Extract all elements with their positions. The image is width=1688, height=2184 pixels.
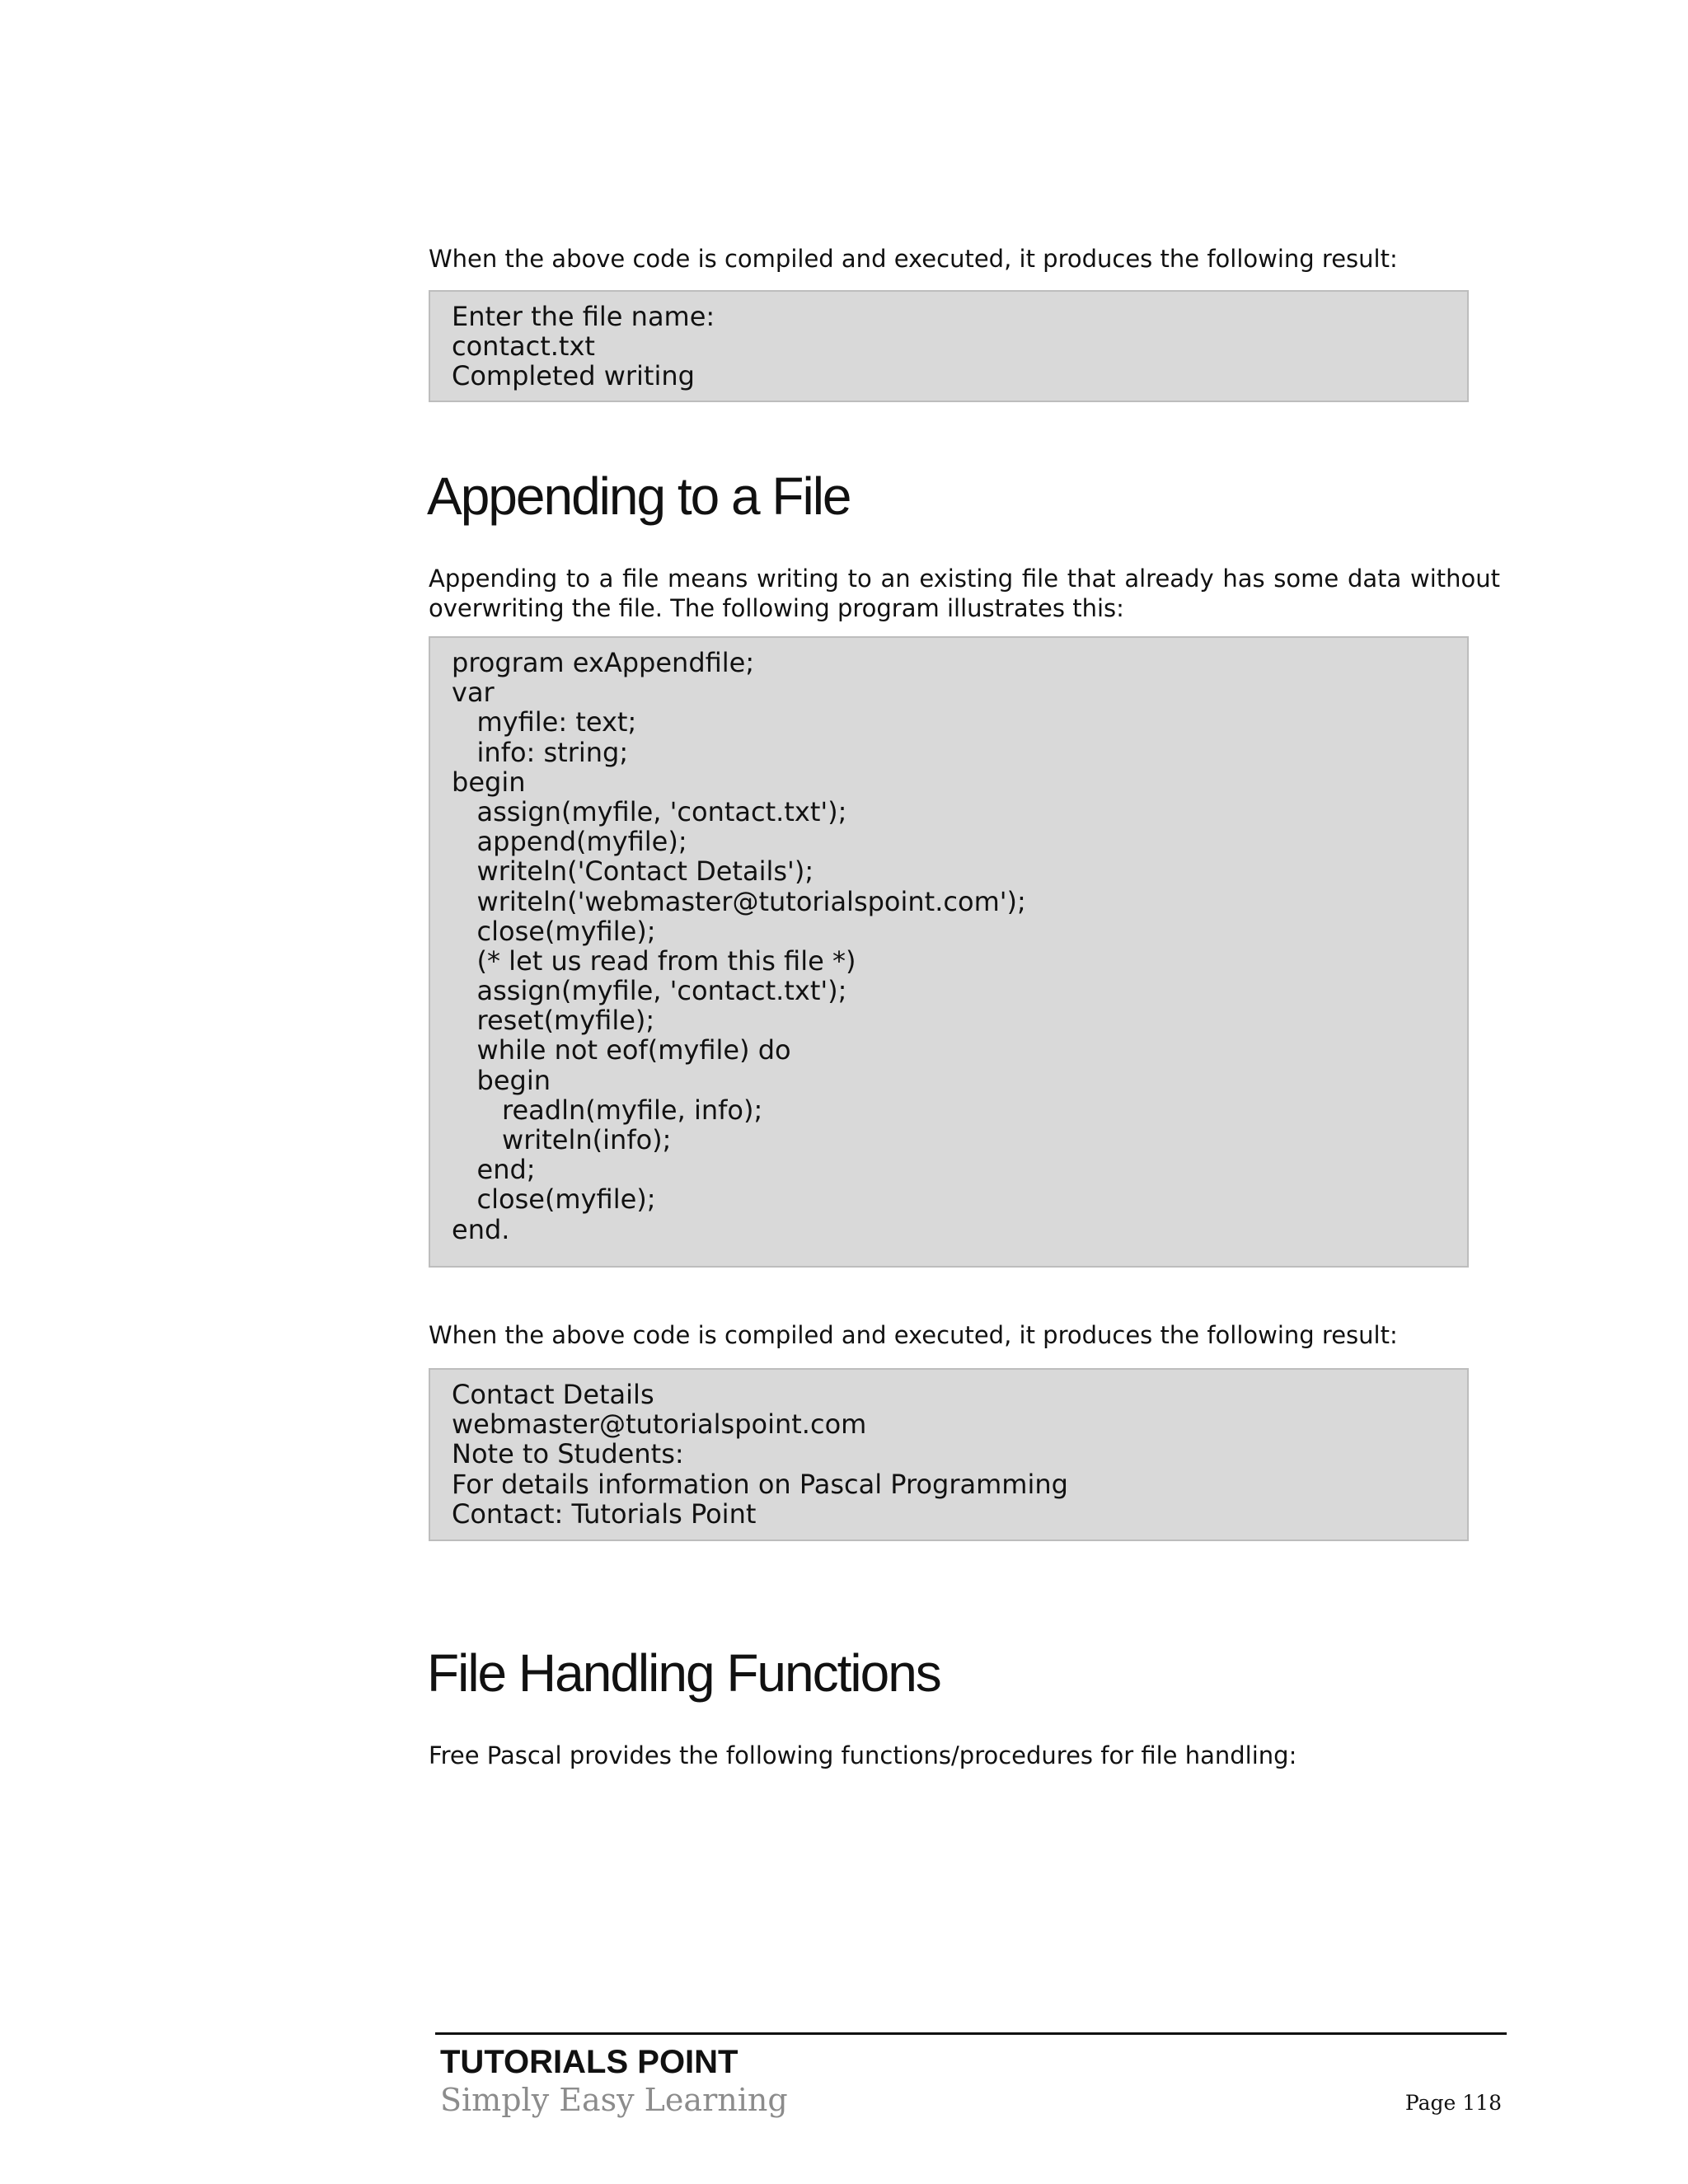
output-line: Contact Details bbox=[452, 1379, 654, 1410]
code-line: (* let us read from this file *) bbox=[452, 944, 856, 977]
section-heading-appending: Appending to a File bbox=[427, 466, 851, 526]
code-line: readln(myfile, info); bbox=[452, 1094, 763, 1126]
code-line: program exAppendfile; bbox=[452, 647, 755, 678]
intro-paragraph: When the above code is compiled and executed, it produces the following result: bbox=[429, 245, 1398, 273]
output-line: Contact: Tutorials Point bbox=[452, 1497, 757, 1530]
file-handling-paragraph: Free Pascal provides the following functions/procedures for file handling: bbox=[429, 1741, 1297, 1769]
section-heading-file-handling: File Handling Functions bbox=[427, 1643, 940, 1703]
output-box-2 bbox=[429, 1368, 1469, 1541]
footer-brand: TUTORIALS POINT bbox=[440, 2044, 738, 2080]
output-line: Completed writing bbox=[452, 360, 695, 392]
code-line: assign(myfile, 'contact.txt'); bbox=[452, 975, 847, 1007]
code-line: writeln('webmaster@tutorialspoint.com'); bbox=[452, 885, 1026, 917]
code-line: while not eof(myfile) do bbox=[452, 1034, 791, 1066]
code-line: begin bbox=[452, 1064, 551, 1096]
code-line: writeln('Contact Details'); bbox=[452, 855, 814, 888]
code-line: end. bbox=[452, 1213, 510, 1245]
page-number: Page 118 bbox=[1404, 2091, 1502, 2115]
appending-paragraph: Appending to a file means writing to an existing file that already has some data without overwriting the file. The following program illustrates this: bbox=[429, 565, 1500, 622]
result-paragraph: When the above code is compiled and executed, it produces the following result: bbox=[429, 1321, 1398, 1349]
code-box bbox=[429, 636, 1469, 1268]
code-line: close(myfile); bbox=[452, 1183, 656, 1216]
code-line: assign(myfile, 'contact.txt'); bbox=[452, 795, 847, 827]
output-line: Enter the file name: bbox=[452, 301, 715, 332]
code-line: info: string; bbox=[452, 736, 629, 768]
output-line: Note to Students: bbox=[452, 1438, 684, 1470]
code-line: close(myfile); bbox=[452, 915, 656, 947]
code-line: append(myfile); bbox=[452, 826, 687, 858]
code-line: reset(myfile); bbox=[452, 1005, 655, 1037]
code-line: var bbox=[452, 677, 495, 709]
output-line: webmaster@tutorialspoint.com bbox=[452, 1408, 867, 1441]
output-line: contact.txt bbox=[452, 330, 595, 363]
output-box-1 bbox=[429, 290, 1469, 402]
output-line: For details information on Pascal Programming bbox=[452, 1468, 1068, 1500]
code-line: myfile: text; bbox=[452, 706, 637, 738]
footer-divider bbox=[435, 2032, 1507, 2035]
code-line: begin bbox=[452, 766, 526, 798]
footer-tagline: Simply Easy Learning bbox=[440, 2082, 788, 2118]
code-line: end; bbox=[452, 1154, 536, 1186]
code-line: writeln(info); bbox=[452, 1124, 672, 1155]
